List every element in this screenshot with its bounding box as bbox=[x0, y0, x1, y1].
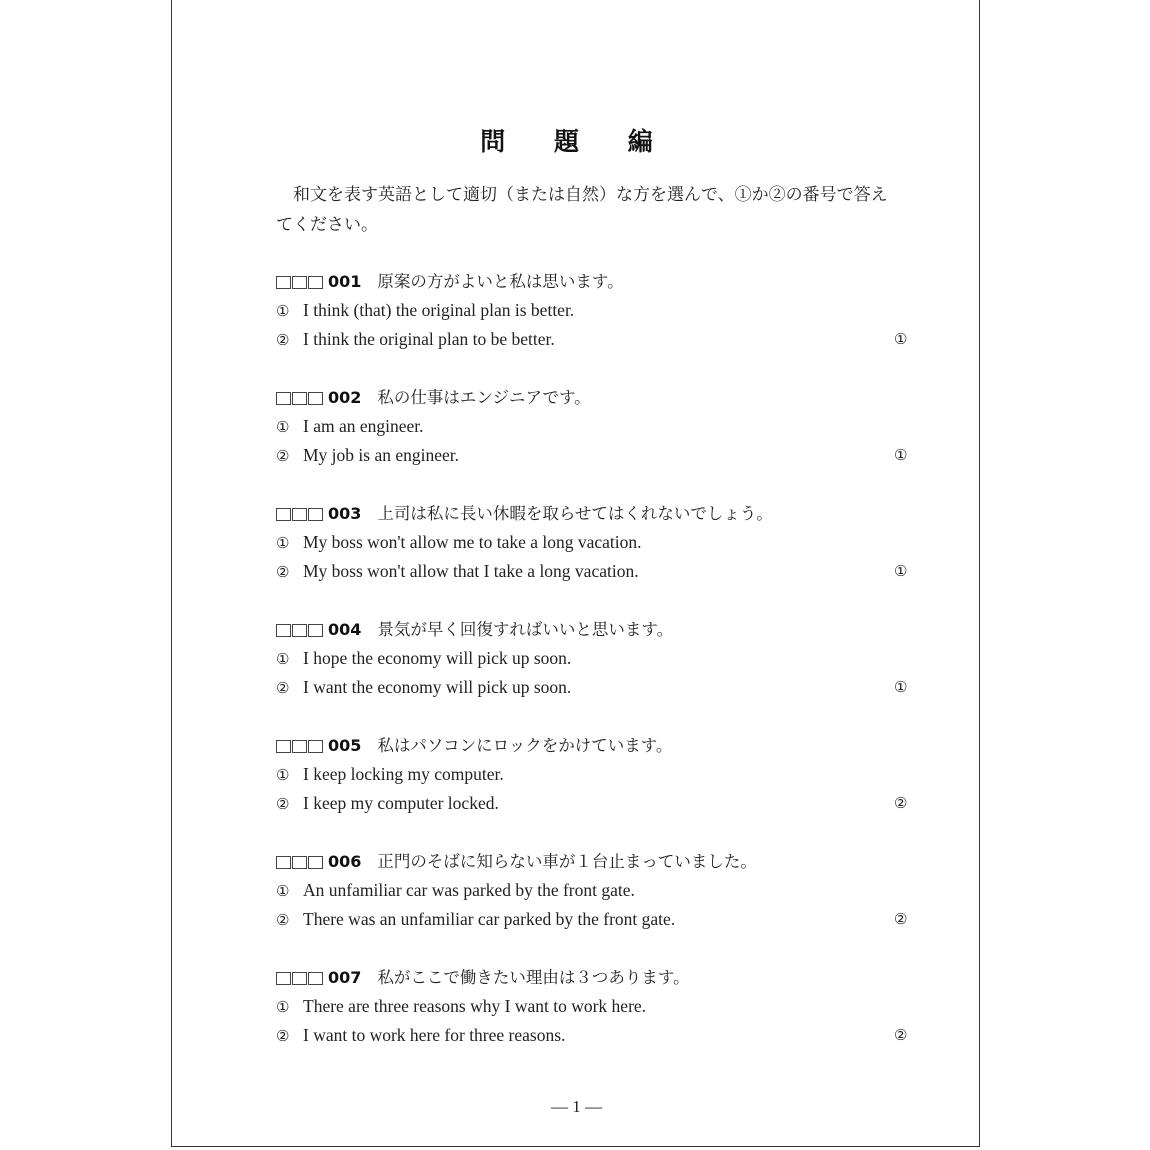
option-text: I am an engineer. bbox=[303, 416, 424, 436]
answer-option-2 bbox=[276, 557, 916, 586]
question-item bbox=[276, 963, 916, 1050]
option-marker: ② bbox=[276, 563, 290, 581]
option-marker: ① bbox=[276, 650, 290, 668]
question-header bbox=[276, 963, 916, 992]
review-checkbox[interactable] bbox=[308, 856, 323, 869]
correct-answer: ① bbox=[894, 330, 908, 348]
option-marker: ② bbox=[276, 795, 290, 813]
correct-answer: ① bbox=[894, 562, 908, 580]
option-text: I want the economy will pick up soon. bbox=[303, 677, 572, 697]
review-checkbox[interactable] bbox=[292, 508, 307, 521]
review-checkbox[interactable] bbox=[308, 740, 323, 753]
option-text: I want to work here for three reasons. bbox=[303, 1025, 566, 1045]
question-item bbox=[276, 731, 916, 818]
question-number: 005 bbox=[328, 736, 362, 755]
answer-option-1 bbox=[276, 760, 916, 789]
option-marker: ② bbox=[276, 1027, 290, 1045]
answer-option-1 bbox=[276, 992, 916, 1021]
review-checkbox[interactable] bbox=[292, 740, 307, 753]
answer-option-1 bbox=[276, 644, 916, 673]
review-checkbox[interactable] bbox=[292, 972, 307, 985]
question-number: 007 bbox=[328, 968, 362, 987]
option-text: I hope the economy will pick up soon. bbox=[303, 648, 572, 668]
option-marker: ① bbox=[276, 418, 290, 436]
option-marker: ② bbox=[276, 911, 290, 929]
review-checkbox[interactable] bbox=[276, 740, 291, 753]
option-marker: ② bbox=[276, 679, 290, 697]
option-text: My boss won't allow me to take a long vacation. bbox=[303, 532, 642, 552]
question-number: 001 bbox=[328, 272, 362, 291]
option-text: My job is an engineer. bbox=[303, 445, 460, 465]
page-number: — 1 — bbox=[551, 1097, 602, 1116]
answer-option-1 bbox=[276, 528, 916, 557]
option-marker: ② bbox=[276, 331, 290, 349]
question-header bbox=[276, 731, 916, 760]
review-checkbox[interactable] bbox=[308, 624, 323, 637]
question-header bbox=[276, 615, 916, 644]
review-checkbox[interactable] bbox=[308, 972, 323, 985]
question-header bbox=[276, 267, 916, 296]
question-item bbox=[276, 499, 916, 586]
answer-option-2 bbox=[276, 441, 916, 470]
review-checkbox[interactable] bbox=[308, 276, 323, 289]
japanese-sentence: 上司は私に長い休暇を取らせてはくれないでしょう。 bbox=[377, 504, 773, 523]
correct-answer: ① bbox=[894, 446, 908, 464]
review-checkbox[interactable] bbox=[292, 392, 307, 405]
question-item bbox=[276, 847, 916, 934]
review-checkbox[interactable] bbox=[276, 624, 291, 637]
review-checkbox[interactable] bbox=[292, 856, 307, 869]
option-text: There was an unfamiliar car parked by the front gate. bbox=[303, 909, 676, 929]
option-text: There are three reasons why I want to work here. bbox=[303, 996, 647, 1016]
answer-option-1 bbox=[276, 412, 916, 441]
japanese-sentence: 私の仕事はエンジニアです。 bbox=[377, 388, 591, 407]
instructions-text: 和文を表す英語として適切（または自然）な方を選んで、①か②の番号で答えてください。 bbox=[276, 185, 888, 235]
option-marker: ② bbox=[276, 447, 290, 465]
review-checkbox[interactable] bbox=[308, 392, 323, 405]
answer-option-2 bbox=[276, 789, 916, 818]
answer-option-2 bbox=[276, 325, 916, 354]
review-checkbox[interactable] bbox=[292, 624, 307, 637]
option-text: I keep locking my computer. bbox=[303, 764, 504, 784]
question-number: 004 bbox=[328, 620, 362, 639]
option-text: I think (that) the original plan is better. bbox=[303, 300, 575, 320]
japanese-sentence: 私はパソコンにロックをかけています。 bbox=[377, 736, 673, 755]
option-text: An unfamiliar car was parked by the front gate. bbox=[303, 880, 635, 900]
question-item bbox=[276, 615, 916, 702]
correct-answer: ② bbox=[894, 794, 908, 812]
correct-answer: ② bbox=[894, 910, 908, 928]
question-number: 002 bbox=[328, 388, 362, 407]
review-checkbox[interactable] bbox=[276, 276, 291, 289]
japanese-sentence: 原案の方がよいと私は思います。 bbox=[377, 272, 624, 291]
answer-option-1 bbox=[276, 876, 916, 905]
page-title: 問 題 編 bbox=[480, 127, 673, 156]
option-text: I think the original plan to be better. bbox=[303, 329, 555, 349]
question-header bbox=[276, 499, 916, 528]
question-item bbox=[276, 383, 916, 470]
answer-option-2 bbox=[276, 905, 916, 934]
option-marker: ① bbox=[276, 766, 290, 784]
question-number: 006 bbox=[328, 852, 362, 871]
correct-answer: ② bbox=[894, 1026, 908, 1044]
review-checkbox[interactable] bbox=[276, 972, 291, 985]
answer-option-1 bbox=[276, 296, 916, 325]
answer-option-2 bbox=[276, 1021, 916, 1050]
correct-answer: ① bbox=[894, 678, 908, 696]
review-checkbox[interactable] bbox=[308, 508, 323, 521]
option-marker: ① bbox=[276, 302, 290, 320]
answer-option-2 bbox=[276, 673, 916, 702]
document-page bbox=[171, 0, 980, 1147]
question-item bbox=[276, 267, 916, 354]
review-checkbox[interactable] bbox=[276, 856, 291, 869]
japanese-sentence: 私がここで働きたい理由は３つあります。 bbox=[377, 968, 690, 987]
review-checkbox[interactable] bbox=[276, 392, 291, 405]
question-header bbox=[276, 847, 916, 876]
question-number: 003 bbox=[328, 504, 362, 523]
option-marker: ① bbox=[276, 998, 290, 1016]
japanese-sentence: 景気が早く回復すればいいと思います。 bbox=[377, 620, 674, 639]
review-checkbox[interactable] bbox=[292, 276, 307, 289]
option-text: I keep my computer locked. bbox=[303, 793, 499, 813]
review-checkbox[interactable] bbox=[276, 508, 291, 521]
option-text: My boss won't allow that I take a long vacation. bbox=[303, 561, 639, 581]
option-marker: ① bbox=[276, 882, 290, 900]
option-marker: ① bbox=[276, 534, 290, 552]
question-header bbox=[276, 383, 916, 412]
japanese-sentence: 正門のそばに知らない車が１台止まっていました。 bbox=[377, 852, 757, 871]
